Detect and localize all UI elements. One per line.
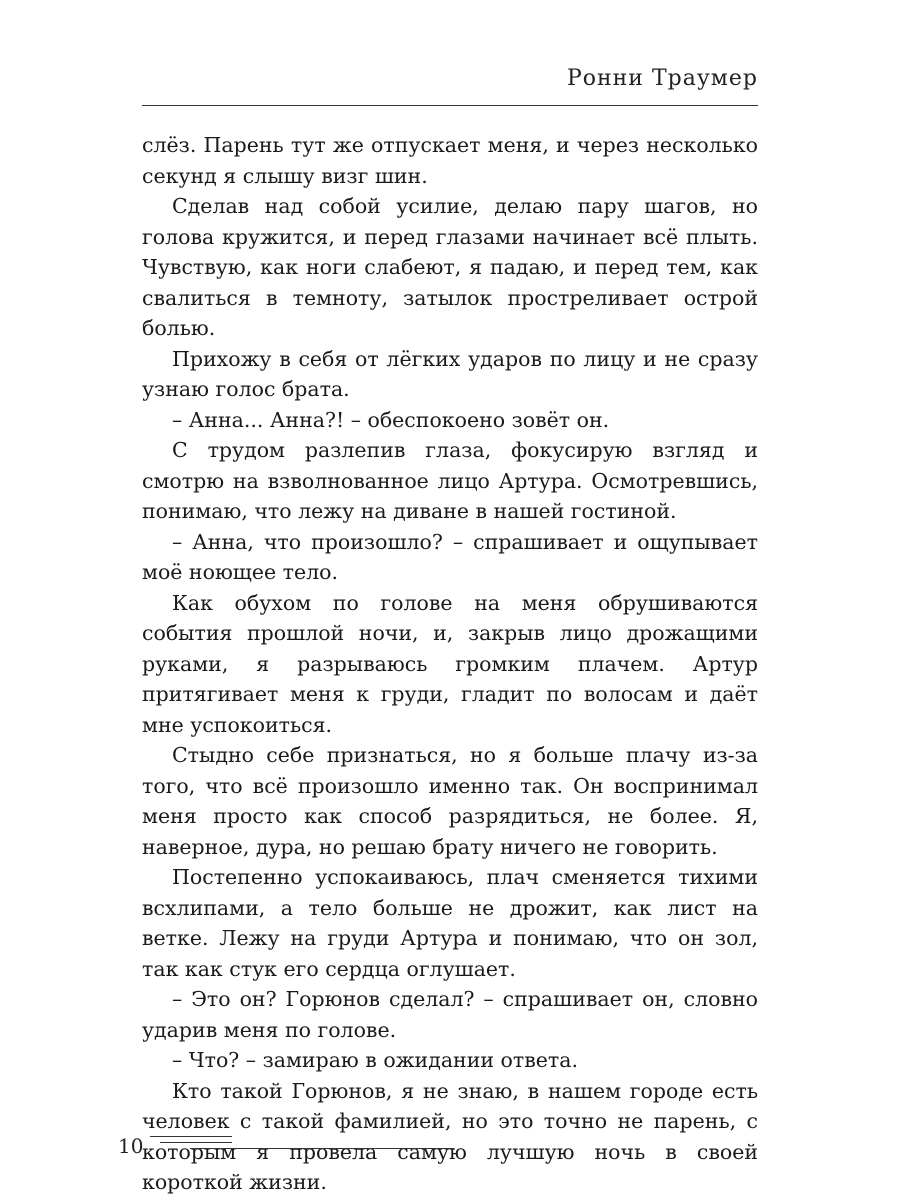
page-footer	[118, 1124, 518, 1184]
paragraph: Постепенно успокаиваюсь, плач сменяется тихими всхлипами, а тело больше не дрожит, как лист на ветке. Лежу на груди Артура и понимаю, что он зол, так как стук его сердца оглушает.	[142, 865, 758, 981]
paragraph: Сделав над собой усилие, делаю пару шагов, но голова кружится, и перед глазами начинает всё плыть. Чувствую, как ноги слабеют, я падаю, и перед тем, как свалиться в темноту, затылок простреливает острой болью.	[142, 194, 758, 340]
dialogue-line: – Анна... Анна?! – обеспокоено зовёт он.	[172, 407, 610, 432]
dialogue-line: – Что? – замираю в ожидании ответа.	[172, 1048, 578, 1072]
footer-rule	[190, 1148, 454, 1149]
paragraph: Прихожу в себя от лёгких ударов по лицу и не сразу узнаю голос брата.	[142, 346, 758, 401]
dialogue-line: – Анна, что произошло? – спрашивает и ощупывает моё ноющее тело.	[142, 529, 758, 584]
body-text	[142, 130, 758, 1198]
header-rule	[142, 105, 758, 106]
footer-rule	[150, 1136, 232, 1137]
paragraph: слёз. Парень тут же отпускает меня, и через несколько секунд я слышу визг шин.	[142, 133, 758, 188]
paragraph: С трудом разлепив глаза, фокусирую взгляд и смотрю на взволнованное лицо Артура. Осмотревшись, понимаю, что лежу на диване в нашей гостиной.	[142, 438, 758, 523]
paragraph: Стыдно себе признаться, но я больше плачу из-за того, что всё произошло именно так. Он воспринимал меня просто как способ разрядиться, не более. Я, наверное, дура, но решаю брату ничего не говорить.	[142, 743, 758, 859]
footer-rule	[160, 1142, 232, 1143]
paragraph: Кто такой Горюнов, я не знаю, в нашем городе есть человек с такой фамилией, но это точно не парень, с которым я провела самую лучшую ночь в своей короткой жизни.	[142, 1078, 758, 1194]
running-title: Ронни Траумер	[566, 66, 758, 91]
paragraph: Как обухом по голове на меня обрушиваются события прошлой ночи, и, закрыв лицо дрожащими руками, я разрываюсь громким плачем. Артур притягивает меня к груди, гладит по волосам и даёт мне успокоиться.	[142, 590, 758, 737]
page-number: 10	[118, 1134, 144, 1158]
dialogue-line: – Это он? Горюнов сделал? – спрашивает он, словно ударив меня по голове.	[142, 987, 758, 1042]
